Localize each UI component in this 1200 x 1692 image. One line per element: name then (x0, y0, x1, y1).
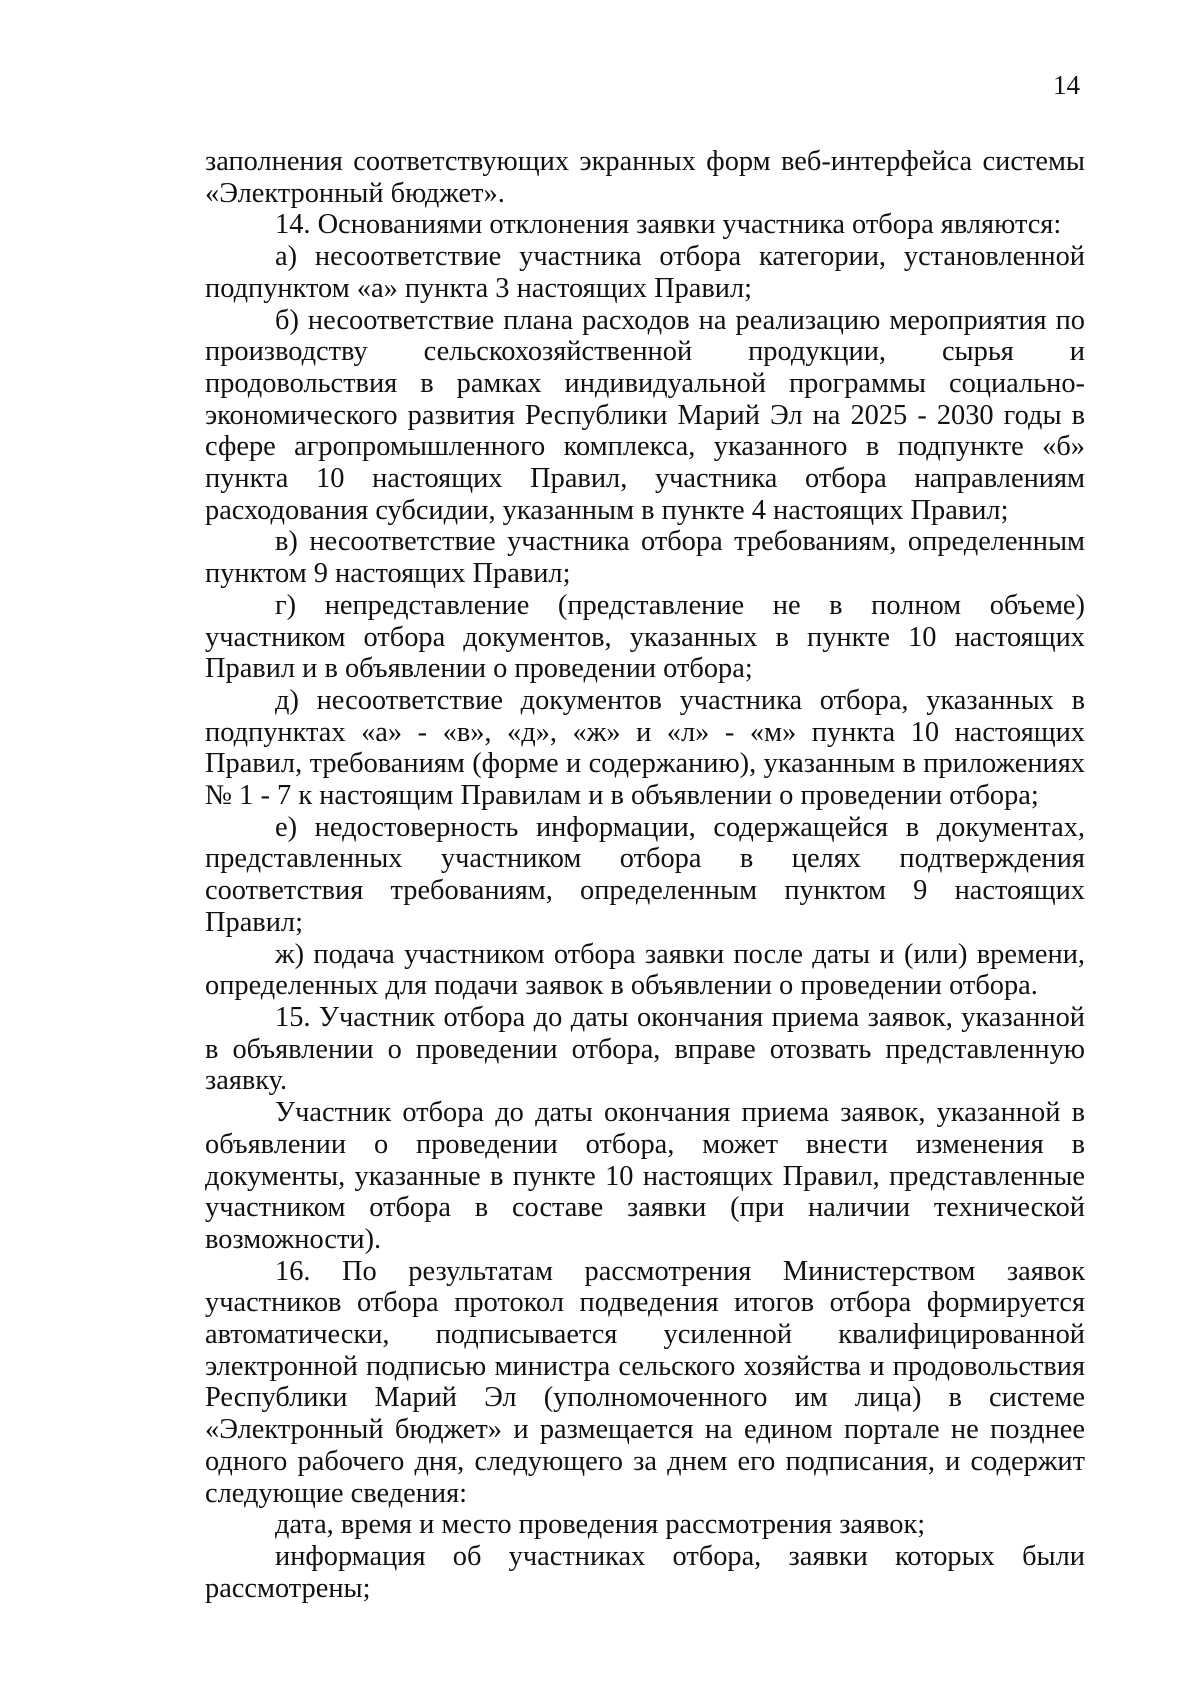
paragraph-protocol-participants: информация об участниках отбора, заявки которых были рассмотрены; (205, 1540, 1085, 1604)
paragraph-continuation: заполнения соответствующих экранных форм веб-интерфейса системы «Электронный бюджет». (205, 146, 1085, 209)
paragraph-subitem-g: г) непредставление (представление не в полном объеме) участником отбора документов, указанных в пункте 10 настоящих Правил и в объявлении о проведении отбора; (205, 589, 1085, 685)
paragraph-protocol-date: дата, время и место проведения рассмотрения заявок; (275, 1509, 926, 1541)
document-body (205, 146, 1085, 1604)
paragraph-item-14: 14. Основаниями отклонения заявки участника отбора являются: (275, 209, 1062, 241)
paragraph-subitem-b: б) несоответствие плана расходов на реализацию мероприятия по производству сельскохозяйственной продукции, сырья и продовольствия в рамках индивидуальной программы социально-экономического развития Республики Марий Эл на 2025 - 2030 годы в сфере агропромышленного комплекса, указанного в подпункте «б» пункта 10 настоящих Правил, участника отбора направлениям расходования субсидии, указанным в пункте 4 настоящих Правил; (205, 304, 1085, 526)
paragraph-subitem-zh: ж) подача участником отбора заявки после даты и (или) времени, определенных для подачи заявок в объявлении о проведении отбора. (205, 938, 1085, 1002)
paragraph-subitem-d: д) несоответствие документов участника отбора, указанных в подпунктах «а» - «в», «д», «ж» и «л» - «м» пункта 10 настоящих Правил, требованиям (форме и содержанию), указанным в приложениях № 1 - 7 к настоящим Правилам и в объявлении о проведении отбора; (205, 684, 1085, 812)
paragraph-item-15: 15. Участник отбора до даты окончания приема заявок, указанной в объявлении о проведении отбора, вправе отозвать представленную заявку. (205, 1001, 1085, 1097)
paragraph-subitem-v: в) несоответствие участника отбора требованиям, определенным пунктом 9 настоящих Правил; (205, 526, 1085, 590)
paragraph-subitem-e: е) недостоверность информации, содержащейся в документах, представленных участником отбора в целях подтверждения соответствия требованиям, определенным пунктом 9 настоящих Правил; (205, 811, 1085, 938)
paragraph-item-15-changes: Участник отбора до даты окончания приема заявок, указанной в объявлении о проведении отбора, может внести изменения в документы, указанные в пункте 10 настоящих Правил, представленные участником отбора в составе заявки (при наличии технической возможности). (205, 1097, 1085, 1255)
paragraph-subitem-a: а) несоответствие участника отбора категории, установленной подпунктом «а» пункта 3 настоящих Правил; (205, 241, 1085, 304)
paragraph-item-16: 16. По результатам рассмотрения Министерством заявок участников отбора протокол подведения итогов отбора формируется автоматически, подписывается усиленной квалифицированной электронной подписью министра сельского хозяйства и продовольствия Республики Марий Эл (уполномоченного им лица) в системе «Электронный бюджет» и размещается на едином портале не позднее одного рабочего дня, следующего за днем его подписания, и содержит следующие сведения: (205, 1255, 1085, 1509)
page-number: 14 (1053, 70, 1080, 100)
